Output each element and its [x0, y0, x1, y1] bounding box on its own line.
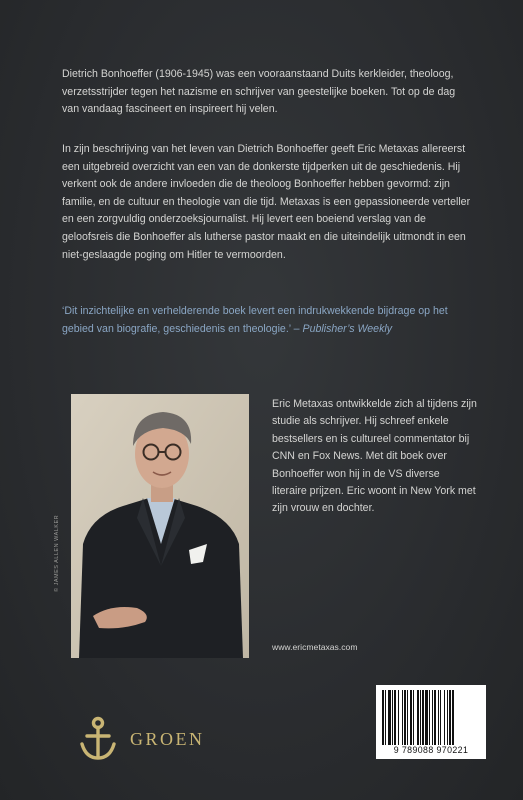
barcode-bars	[382, 690, 480, 745]
barcode-bar	[420, 690, 421, 745]
isbn-number: 9 789088 970221	[393, 745, 469, 755]
barcode-bar	[447, 690, 448, 745]
author-photo	[71, 394, 249, 658]
barcode-bar	[385, 690, 386, 745]
publisher-logo	[78, 716, 205, 762]
barcode-bar	[432, 690, 433, 745]
blurb-paragraph-1: Dietrich Bonhoeffer (1906-1945) was een vooraanstaand Duits kerkleider, theoloog, verzetsstrijder tegen het nazisme en schrijver van geestelijke boeken. Tot op de dag van vandaag fascineert en inspireert hij velen.	[62, 68, 456, 116]
barcode-bar	[402, 690, 403, 745]
barcode-bar	[382, 690, 384, 745]
barcode-bar	[410, 690, 412, 745]
barcode-bar	[404, 690, 406, 745]
photo-credit: © JAMES ALLEN WALKER	[54, 514, 60, 592]
review-source: Publisher’s Weekly	[302, 323, 393, 335]
barcode-bar	[388, 690, 391, 745]
publisher-name: GROEN	[130, 728, 205, 749]
barcode-bar	[394, 690, 396, 745]
barcode-bar	[452, 690, 454, 745]
barcode-bar	[398, 690, 399, 745]
barcode-bar	[449, 690, 451, 745]
barcode-bar	[429, 690, 430, 745]
author-portrait-illustration	[71, 394, 249, 658]
barcode-bar	[407, 690, 408, 745]
barcode-bar	[413, 690, 414, 745]
barcode-bar	[417, 690, 419, 745]
barcode-bar	[425, 690, 428, 745]
author-bio: Eric Metaxas ontwikkelde zich al tijdens zijn studie als schrijver. Hij schreef enkele bestsellers en is cultureel commentator bij CNN en Fox News. Met dit boek over Bonhoeffer won hij in de VS diverse literaire prijzen. Eric woont in New York met zijn vrouw en dochter.	[272, 398, 477, 515]
barcode-bar	[444, 690, 445, 745]
blurb-paragraph-2: In zijn beschrijving van het leven van Dietrich Bonhoeffer geeft Eric Metaxas allereerst een uitgebreid overzicht van een van de donkerste tijdperken uit de geschiedenis. Hij verkent ook de andere invloeden die de theoloog Bonhoeffer hebben gevormd: zijn familie, en de cultuur en theologie van die tijd. Metaxas is een gepassioneerde verteller en een zorgvuldig onderzoeksjournalist. Hij levert een boeiend verslag van de geloofsreis die Bonhoeffer als lutherse pastor maakt en die uiteindelijk uitmondt in een niet-geslaagde poging om Hitler te vermoorden.	[62, 143, 471, 261]
barcode-bar	[438, 690, 439, 745]
review-quote	[62, 302, 482, 338]
review-quote-text: ‘Dit inzichtelijke en verhelderende boek levert een indrukwekkende bijdrage op het gebied van biografie, geschiedenis en theologie.’ –	[62, 305, 448, 335]
barcode-bar	[422, 690, 424, 745]
author-website[interactable]: www.ericmetaxas.com	[272, 642, 358, 652]
barcode	[376, 685, 486, 759]
anchor-icon	[78, 716, 118, 762]
barcode-bar	[434, 690, 436, 745]
barcode-bar	[392, 690, 393, 745]
barcode-bar	[440, 690, 441, 745]
